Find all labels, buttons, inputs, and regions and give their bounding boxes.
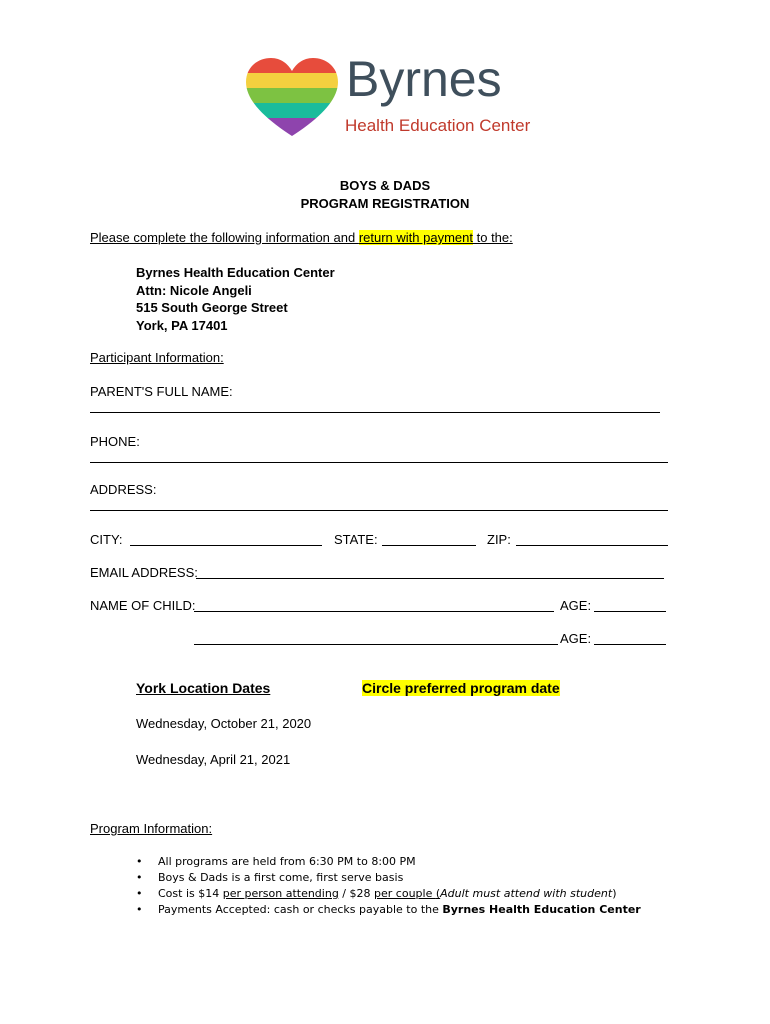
intro-part1: Please complete the following information and: [90, 230, 359, 245]
heart-logo-icon: [244, 56, 340, 140]
state-field[interactable]: [382, 533, 476, 546]
intro-text: [90, 230, 513, 245]
city-label: CITY:: [90, 532, 123, 547]
phone-label: PHONE:: [90, 434, 140, 449]
child-age-label-2: AGE:: [560, 631, 592, 646]
program-time: All programs are held from 6:30 PM to 8:00 PM: [158, 855, 416, 868]
program-info-list: [136, 854, 641, 918]
address-line: York, PA 17401: [136, 317, 228, 333]
cost-per-couple: per couple: [374, 887, 436, 900]
form-title-line1: BOYS & DADS: [339, 178, 431, 193]
child-age-field-2[interactable]: [594, 632, 666, 645]
cost-paren: (: [435, 887, 441, 900]
circle-note: Circle preferred program date: [362, 680, 560, 696]
list-item: [136, 870, 641, 886]
cost-text: / $28: [338, 887, 375, 900]
address-line: Attn: Nicole Angeli: [136, 282, 252, 298]
child-age-field[interactable]: [594, 599, 666, 612]
cost-per-person: per person attending: [222, 887, 339, 900]
zip-label: ZIP:: [487, 532, 511, 547]
address-label: ADDRESS:: [90, 482, 157, 497]
email-field[interactable]: [196, 566, 664, 579]
date-option[interactable]: Wednesday, April 21, 2021: [136, 752, 291, 767]
child-name-label: NAME OF CHILD:: [90, 598, 196, 613]
address-line: 515 South George Street: [136, 300, 288, 315]
form-title-line2: PROGRAM REGISTRATION: [300, 196, 470, 211]
parent-name-field[interactable]: [90, 400, 660, 413]
child-age-label: AGE:: [560, 598, 592, 613]
participant-heading: Participant Information:: [90, 350, 224, 365]
child-name-field-2[interactable]: [194, 632, 558, 645]
logo: [244, 51, 534, 140]
intro-part2: to the:: [473, 230, 513, 245]
phone-field[interactable]: [90, 450, 668, 463]
zip-field[interactable]: [516, 533, 668, 546]
logo-subtitle: Health Education Center: [345, 116, 531, 135]
list-item: [136, 886, 641, 902]
cost-paren: ): [612, 887, 617, 900]
address-field[interactable]: [90, 498, 668, 511]
program-basis: Boys & Dads is a first come, first serve basis: [158, 871, 404, 884]
date-option[interactable]: Wednesday, October 21, 2020: [136, 716, 312, 731]
cost-note: Adult must attend with student: [440, 887, 613, 900]
logo-wordmark: Byrnes: [346, 51, 502, 107]
email-label: EMAIL ADDRESS:: [90, 565, 198, 580]
city-field[interactable]: [130, 533, 322, 546]
list-item: [136, 854, 641, 870]
list-item: [136, 902, 641, 918]
address-line: Byrnes Health Education Center: [136, 265, 335, 280]
dates-heading: York Location Dates: [136, 680, 271, 696]
cost-text: Cost is $14: [158, 887, 223, 900]
payment-payee: Byrnes Health Education Center: [442, 903, 641, 916]
parent-name-label: PARENT'S FULL NAME:: [90, 384, 233, 399]
payment-text: Payments Accepted: cash or checks payable to the: [158, 903, 443, 916]
child-name-field[interactable]: [194, 599, 554, 612]
mailing-address: [136, 264, 335, 334]
program-heading: Program Information:: [90, 821, 213, 836]
intro-highlight: return with payment: [358, 230, 473, 245]
state-label: STATE:: [334, 532, 378, 547]
